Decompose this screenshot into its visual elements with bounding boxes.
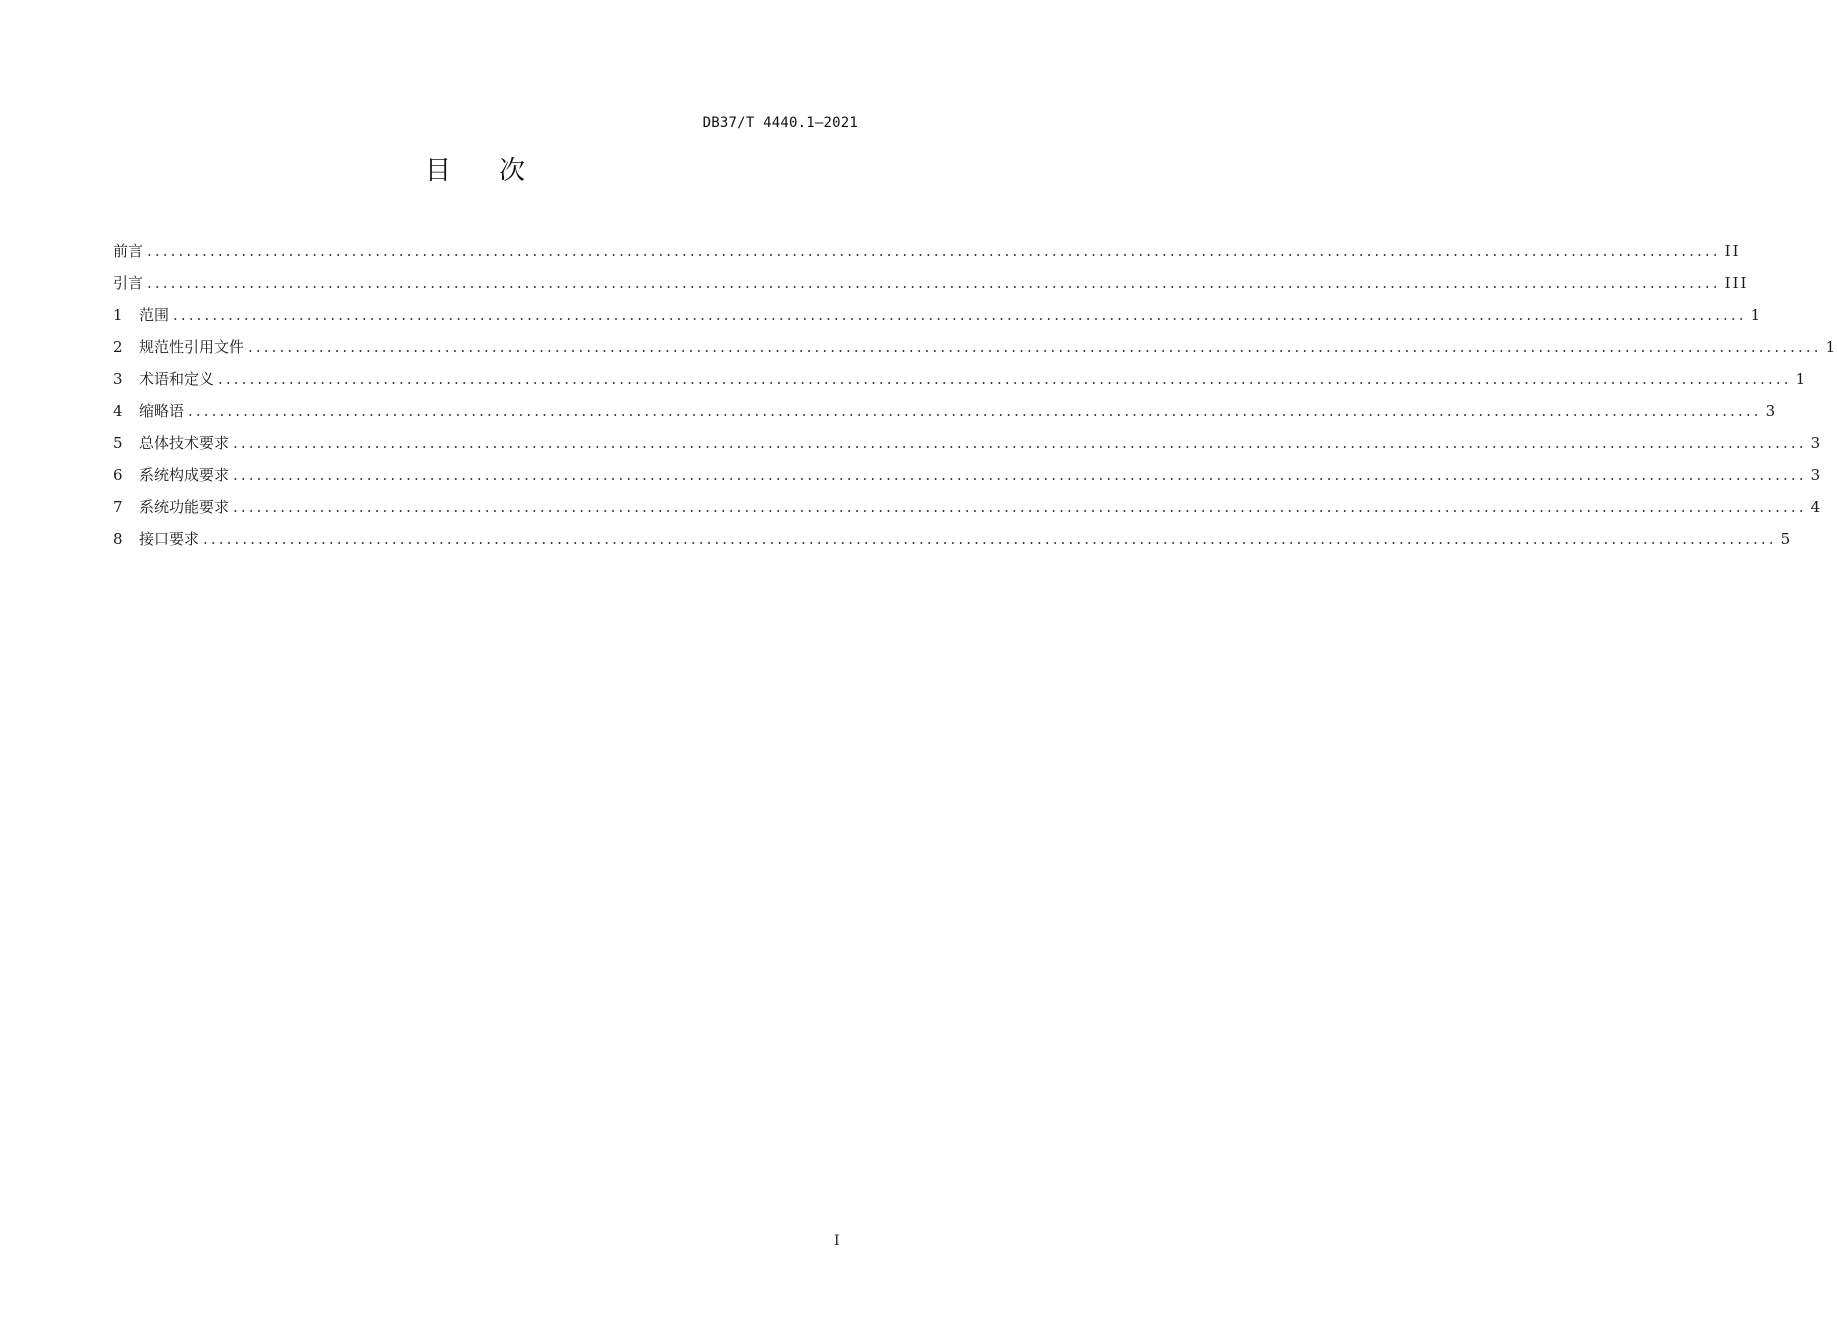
toc-page-number: III	[1724, 274, 1749, 292]
toc-title: 术语和定义	[139, 370, 215, 388]
toc-number: 4	[113, 402, 123, 420]
toc-leader-dots: ........................................................................................................................................................................................................	[233, 466, 1807, 484]
toc-item-foreword[interactable]	[113, 239, 1741, 271]
toc-page-number: 1	[1825, 338, 1837, 356]
toc-page-number: 1	[1795, 370, 1808, 388]
toc-leader-dots: ........................................................................................................................................................................................................	[248, 338, 1822, 356]
toc-item-general-technical-requirements[interactable]	[113, 431, 1823, 463]
toc-title: 系统功能要求	[139, 498, 230, 516]
toc-leader-dots: ........................................................................................................................................................................................................	[188, 402, 1762, 420]
toc-leader-dots: ........................................................................................................................................................................................................	[173, 306, 1747, 324]
toc-title: 系统构成要求	[139, 466, 230, 484]
toc-title: 规范性引用文件	[139, 338, 245, 356]
toc-number: 8	[113, 530, 123, 548]
toc-page-number: 3	[1810, 466, 1823, 484]
toc-leader-dots: ........................................................................................................................................................................................................	[147, 242, 1721, 260]
toc-number: 3	[113, 370, 123, 388]
toc-leader-dots: ........................................................................................................................................................................................................	[233, 498, 1807, 516]
toc-item-scope[interactable]	[113, 303, 1763, 335]
toc-title: 引言	[113, 274, 144, 292]
toc-title: 接口要求	[139, 530, 200, 548]
toc-number: 1	[113, 306, 123, 324]
toc-page-number: 3	[1810, 434, 1823, 452]
toc-page-number: 4	[1810, 498, 1823, 516]
standard-code: DB37/T 4440.1—2021	[702, 115, 858, 131]
toc-item-introduction[interactable]	[113, 271, 1749, 303]
toc-page-number: 3	[1765, 402, 1778, 420]
toc-title: 缩略语	[139, 402, 185, 420]
toc-title: 总体技术要求	[139, 434, 230, 452]
toc-item-system-function-requirements[interactable]	[113, 495, 1823, 527]
table-of-contents	[113, 239, 1837, 559]
toc-leader-dots: ........................................................................................................................................................................................................	[203, 530, 1777, 548]
toc-leader-dots: ........................................................................................................................................................................................................	[233, 434, 1807, 452]
title-char-2: 次	[499, 156, 526, 186]
toc-page-number: 1	[1750, 306, 1763, 324]
toc-title: 范围	[139, 306, 170, 324]
toc-page-number: 5	[1780, 530, 1793, 548]
toc-item-abbreviations[interactable]	[113, 399, 1778, 431]
toc-number: 6	[113, 466, 123, 484]
page-title	[0, 150, 950, 187]
toc-item-normative-references[interactable]	[113, 335, 1837, 367]
page-number: I	[834, 1233, 840, 1249]
toc-item-system-composition-requirements[interactable]	[113, 463, 1823, 495]
toc-leader-dots: ........................................................................................................................................................................................................	[147, 274, 1721, 292]
toc-title: 前言	[113, 242, 144, 260]
toc-item-interface-requirements[interactable]	[113, 527, 1793, 559]
toc-number: 2	[113, 338, 123, 356]
title-char-1: 目	[424, 156, 451, 186]
toc-number: 7	[113, 498, 123, 516]
toc-page-number: II	[1724, 242, 1741, 260]
toc-item-terms-definitions[interactable]	[113, 367, 1808, 399]
toc-leader-dots: ........................................................................................................................................................................................................	[218, 370, 1792, 388]
toc-number: 5	[113, 434, 123, 452]
